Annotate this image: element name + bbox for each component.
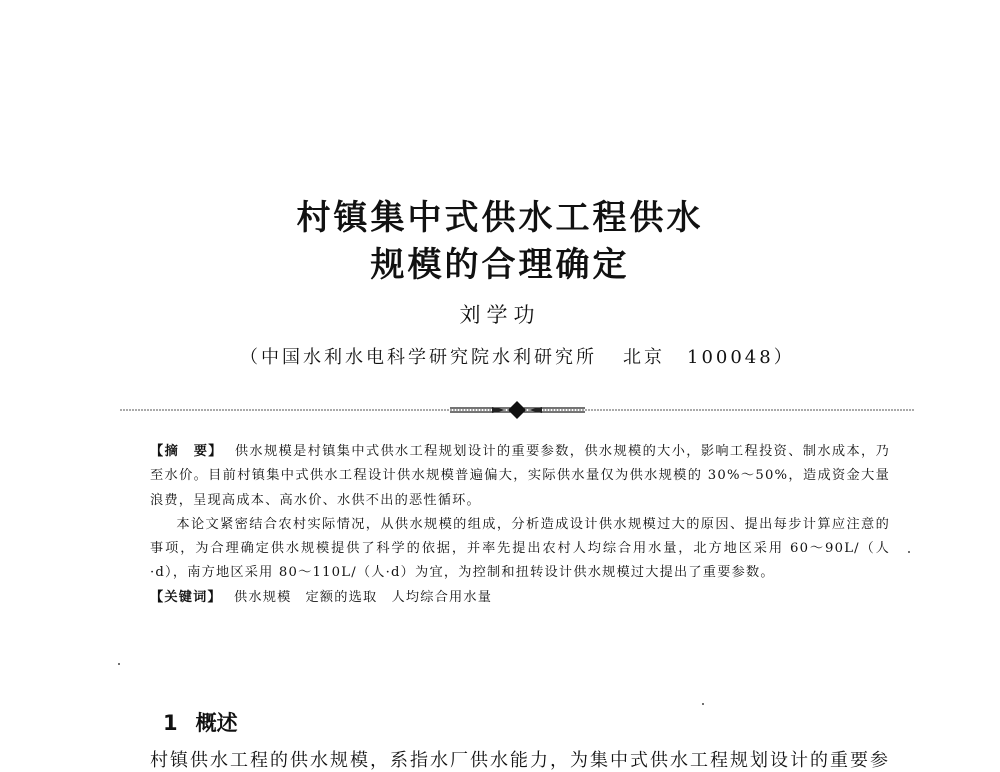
author-affiliation — [240, 343, 795, 369]
affiliation-postcode: 100048） — [687, 347, 795, 368]
affiliation-city: 北京 — [623, 347, 665, 368]
scan-speck — [118, 663, 120, 665]
paper-title-line-1: 村镇集中式供水工程供水 — [296, 198, 704, 238]
abstract-text-1: 供水规模是村镇集中式供水工程规划设计的重要参数，供水规模的大小，影响工程投资、制水成本，乃至水价。目前村镇集中式供水工程设计供水规模普遍偏大，实际供水量仅为供水规模的 30%～50%，造成资金大量浪费，呈现高成本、高水价、水供不出的恶性循环。 — [150, 444, 891, 508]
ornamental-divider — [120, 398, 915, 422]
section-heading — [163, 707, 238, 737]
section-title: 概述 — [195, 711, 238, 735]
abstract-block — [150, 440, 890, 610]
keyword-item: 人均综合用水量 — [391, 589, 493, 605]
affiliation-institution: （中国水利水电科学研究院水利研究所 — [240, 347, 597, 368]
author-name: 刘学功 — [459, 303, 541, 327]
keywords-label: 【关键词】 — [150, 589, 222, 605]
keyword-item: 供水规模 — [233, 589, 292, 605]
paper-title-line-2: 规模的合理确定 — [370, 245, 630, 285]
scan-speck — [702, 703, 704, 705]
scan-speck — [908, 551, 910, 553]
keywords-line — [150, 586, 890, 610]
section-number: 1 — [163, 711, 178, 735]
body-paragraph: 村镇供水工程的供水规模，系指水厂供水能力，为集中式供水工程规划设计的重要参 — [150, 750, 890, 771]
abstract-paragraph-1 — [150, 440, 890, 513]
abstract-paragraph-2: 本论文紧密结合农村实际情况，从供水规模的组成，分析造成设计供水规模过大的原因、提出每步计算应注意的事项，为合理确定供水规模提供了科学的依据，并率先提出农村人均综合用水量，北方地区采用 60～90L/（人·d），南方地区采用 80～110L/（人·d）为宜，为控制和扭转设计供水规模过大提出了重要参数。 — [150, 516, 890, 581]
keyword-item: 定额的选取 — [305, 589, 378, 605]
abstract-label: 【摘 要】 — [150, 444, 223, 459]
